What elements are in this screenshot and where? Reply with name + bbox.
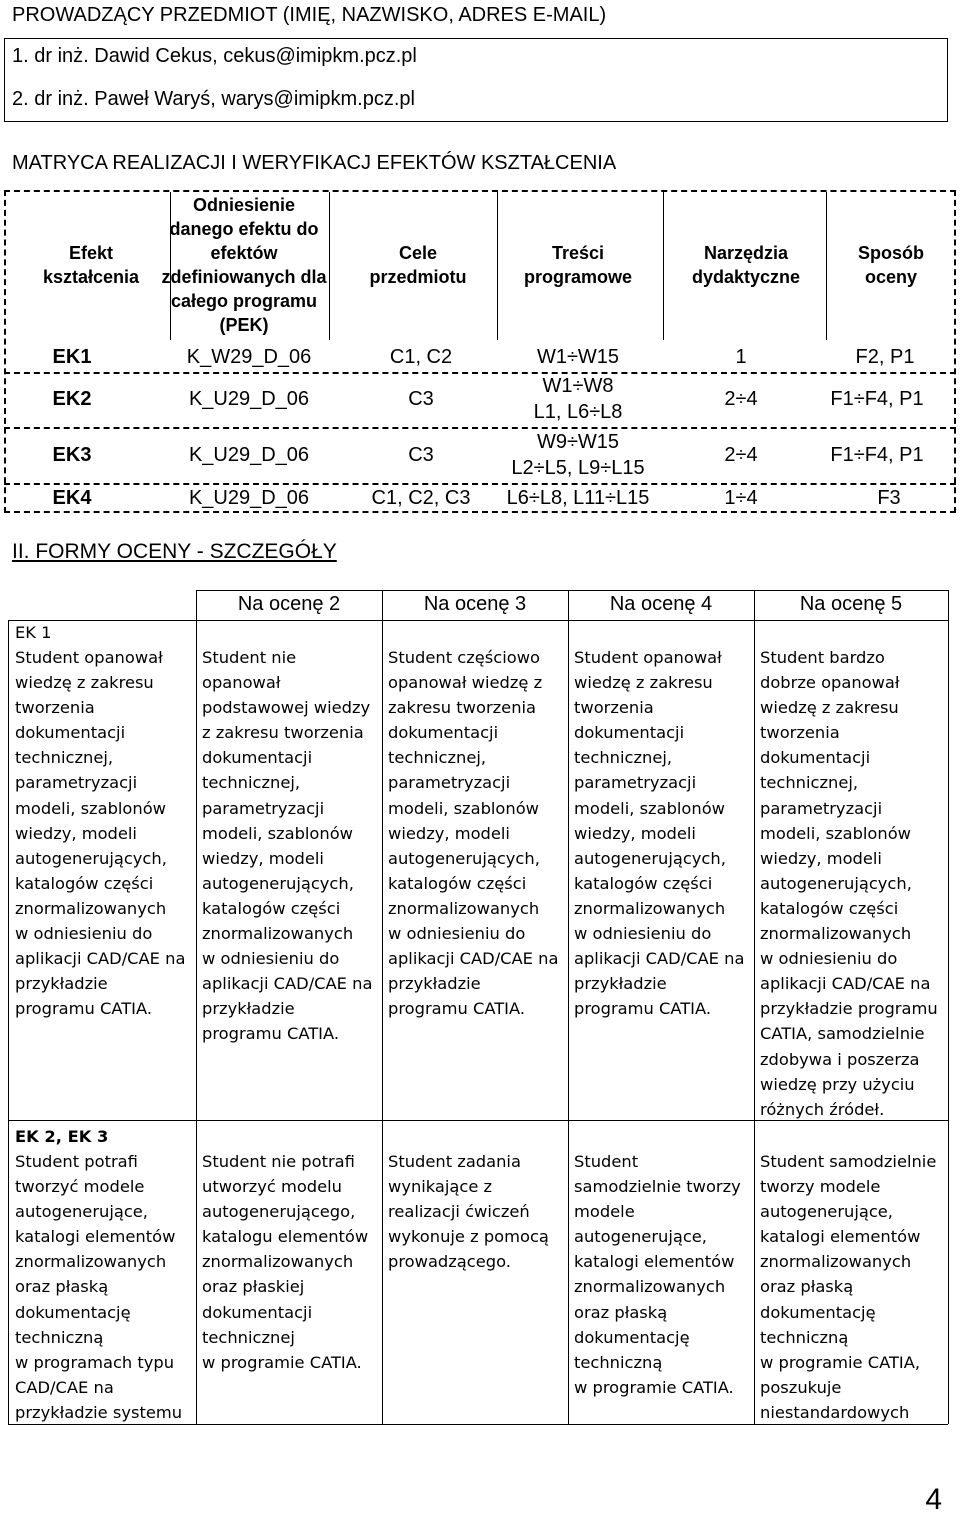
ek1-effect: Student opanował wiedzę z zakresu tworzenia dokumentacji technicznej, parametryzacji modeli, szablonów wiedzy, modeli autogenerujących, katalogów części znormalizowanych w odniesieniu do aplikacji CAD/CAE na przykładzie programu CATIA. xyxy=(15,648,186,1019)
cell-cele: C1, C2, C3 xyxy=(371,487,471,509)
cell-ek: EK3 xyxy=(52,444,92,466)
row-separator xyxy=(4,372,956,374)
grades-col-line xyxy=(8,620,9,1424)
cell-narzedzia: 2÷4 xyxy=(724,388,758,410)
header-sposob: Sposób oceny xyxy=(858,243,924,287)
matrix-header-row xyxy=(4,190,956,340)
ek23-grade-2: Student nie potrafi utworzyć modelu autogenerującego, katalogu elementów znormalizowanych oraz płaskiej dokumentacji technicznej w programie CATIA. xyxy=(202,1152,369,1372)
grade-header-3: Na ocenę 3 xyxy=(423,593,527,615)
grades-top-border xyxy=(196,590,948,591)
cell-tresci-line2: L1, L6÷L8 xyxy=(533,401,623,423)
header-pek: Odniesienie danego efektu do efektów zdefiniowanych dla całego programu (PEK) xyxy=(161,195,327,335)
cell-cele: C3 xyxy=(408,444,434,466)
cell-tresci-line1: W9÷W15 xyxy=(536,431,620,453)
cell-sposob: F3 xyxy=(877,487,901,509)
header-tresci: Treści programowe xyxy=(523,243,633,287)
cell-narzedzia: 1÷4 xyxy=(724,487,758,509)
header-cele: Cele przedmiotu xyxy=(369,243,467,287)
cell-cele: C1, C2 xyxy=(389,346,453,368)
cell-tresci: W1÷W15 xyxy=(536,346,620,368)
cell-pek: K_U29_D_06 xyxy=(188,388,310,410)
cell-ek: EK1 xyxy=(52,346,92,368)
cell-tresci-line2: L2÷L5, L9÷L15 xyxy=(511,457,645,479)
ek23-grade-3: Student zadania wynikające z realizacji ćwiczeń wykonuje z pomocą prowadzącego. xyxy=(388,1152,549,1272)
ek1-grade-4: Student opanował wiedzę z zakresu tworzenia dokumentacji technicznej, parametryzacji modeli, szablonów wiedzy, modeli autogenerujących, katalogów części znormalizowanych w odniesieniu do aplikacji CAD/CAE na przykładzie programu CATIA. xyxy=(574,648,745,1019)
cell-tresci: L6÷L8, L11÷L15 xyxy=(506,487,650,509)
ek1-grade-2: Student nie opanował podstawowej wiedzy z zakresu tworzenia dokumentacji technicznej, parametryzacji modeli, szablonów wiedzy, modeli autogenerujących, katalogów części znormalizowanych w odniesieniu do aplikacji CAD/CAE na przykładzie programu CATIA. xyxy=(202,648,373,1044)
grade-header-4: Na ocenę 4 xyxy=(609,593,713,615)
grade-header-5: Na ocenę 5 xyxy=(799,593,903,615)
header-narzedzia: Narzędzia dydaktyczne xyxy=(691,243,801,287)
cell-pek: K_U29_D_06 xyxy=(188,487,310,509)
header-efekt: Efekt kształcenia xyxy=(42,243,140,287)
cell-narzedzia: 2÷4 xyxy=(724,444,758,466)
cell-sposob: F2, P1 xyxy=(855,346,915,368)
ek1-grade-5: Student bardzo dobrze opanował wiedzę z zakresu tworzenia dokumentacji technicznej, parametryzacji modeli, szablonów wiedzy, modeli autogenerujących, katalogów części znormalizowanych w odniesieniu do aplikacji CAD/CAE na przykładzie programu CATIA, samodzielnie zdobywa i poszerza wiedzę przy użyciu różnych źródeł. xyxy=(760,648,938,1119)
grades-col-line xyxy=(196,590,197,1424)
grades-col-line xyxy=(948,590,949,1424)
cell-sposob: F1÷F4, P1 xyxy=(830,388,924,410)
cell-ek: EK4 xyxy=(52,487,92,509)
grades-title: II. FORMY OCENY - SZCZEGÓŁY xyxy=(12,540,337,563)
page-number: 4 xyxy=(925,1483,942,1516)
grades-col-line xyxy=(568,590,569,1424)
instructor-line-1: 1. dr inż. Dawid Cekus, cekus@imipkm.pcz.pl xyxy=(12,45,417,67)
ek1-grade-3: Student częściowo opanował wiedzę z zakresu tworzenia dokumentacji technicznej, parametryzacji modeli, szablonów wiedzy, modeli autogenerujących, katalogów części znormalizowanych w odniesieniu do aplikacji CAD/CAE na przykładzie programu CATIA. xyxy=(388,648,559,1019)
grade-header-2: Na ocenę 2 xyxy=(237,593,341,615)
ek23-grade-5: Student samodzielnie tworzy modele autogenerujące, katalogi elementów znormalizowanych oraz płaską dokumentację techniczną w programie CATIA, poszukuje niestandardowych xyxy=(760,1152,937,1422)
ek23-label: EK 2, EK 3 xyxy=(15,1127,109,1146)
grades-header-bottom xyxy=(8,620,948,621)
header-divider-c xyxy=(826,192,827,340)
cell-pek: K_U29_D_06 xyxy=(188,444,310,466)
ek23-effect: Student potrafi tworzyć modele autogenerujące, katalogi elementów znormalizowanych oraz płaską dokumentację techniczną w programach typu CAD/CAE na przykładzie systemu xyxy=(15,1152,183,1422)
ek1-label: EK 1 xyxy=(15,623,52,642)
header-divider-b xyxy=(497,192,664,340)
cell-cele: C3 xyxy=(408,388,434,410)
cell-sposob: F1÷F4, P1 xyxy=(830,444,924,466)
row-separator xyxy=(4,427,956,429)
cell-ek: EK2 xyxy=(52,388,92,410)
grades-col-line xyxy=(382,590,383,1424)
header-divider-a xyxy=(170,192,330,340)
cell-tresci-line1: W1÷W8 xyxy=(542,375,614,397)
ek23-grade-4: Student samodzielnie tworzy modele autogenerujące, katalogi elementów znormalizowanych oraz płaską dokumentację techniczną w programie CATIA. xyxy=(574,1152,741,1397)
grades-col-line xyxy=(754,590,755,1424)
cell-narzedzia: 1 xyxy=(735,346,747,368)
cell-pek: K_W29_D_06 xyxy=(186,346,312,368)
instructor-line-2: 2. dr inż. Paweł Waryś, warys@imipkm.pcz.pl xyxy=(12,88,415,110)
instructor-heading: PROWADZĄCY PRZEDMIOT (IMIĘ, NAZWISKO, ADRES E-MAIL) xyxy=(12,4,607,26)
matrix-title: MATRYCA REALIZACJI I WERYFIKACJ EFEKTÓW KSZTAŁCENIA xyxy=(12,152,617,174)
row-separator xyxy=(4,483,956,485)
